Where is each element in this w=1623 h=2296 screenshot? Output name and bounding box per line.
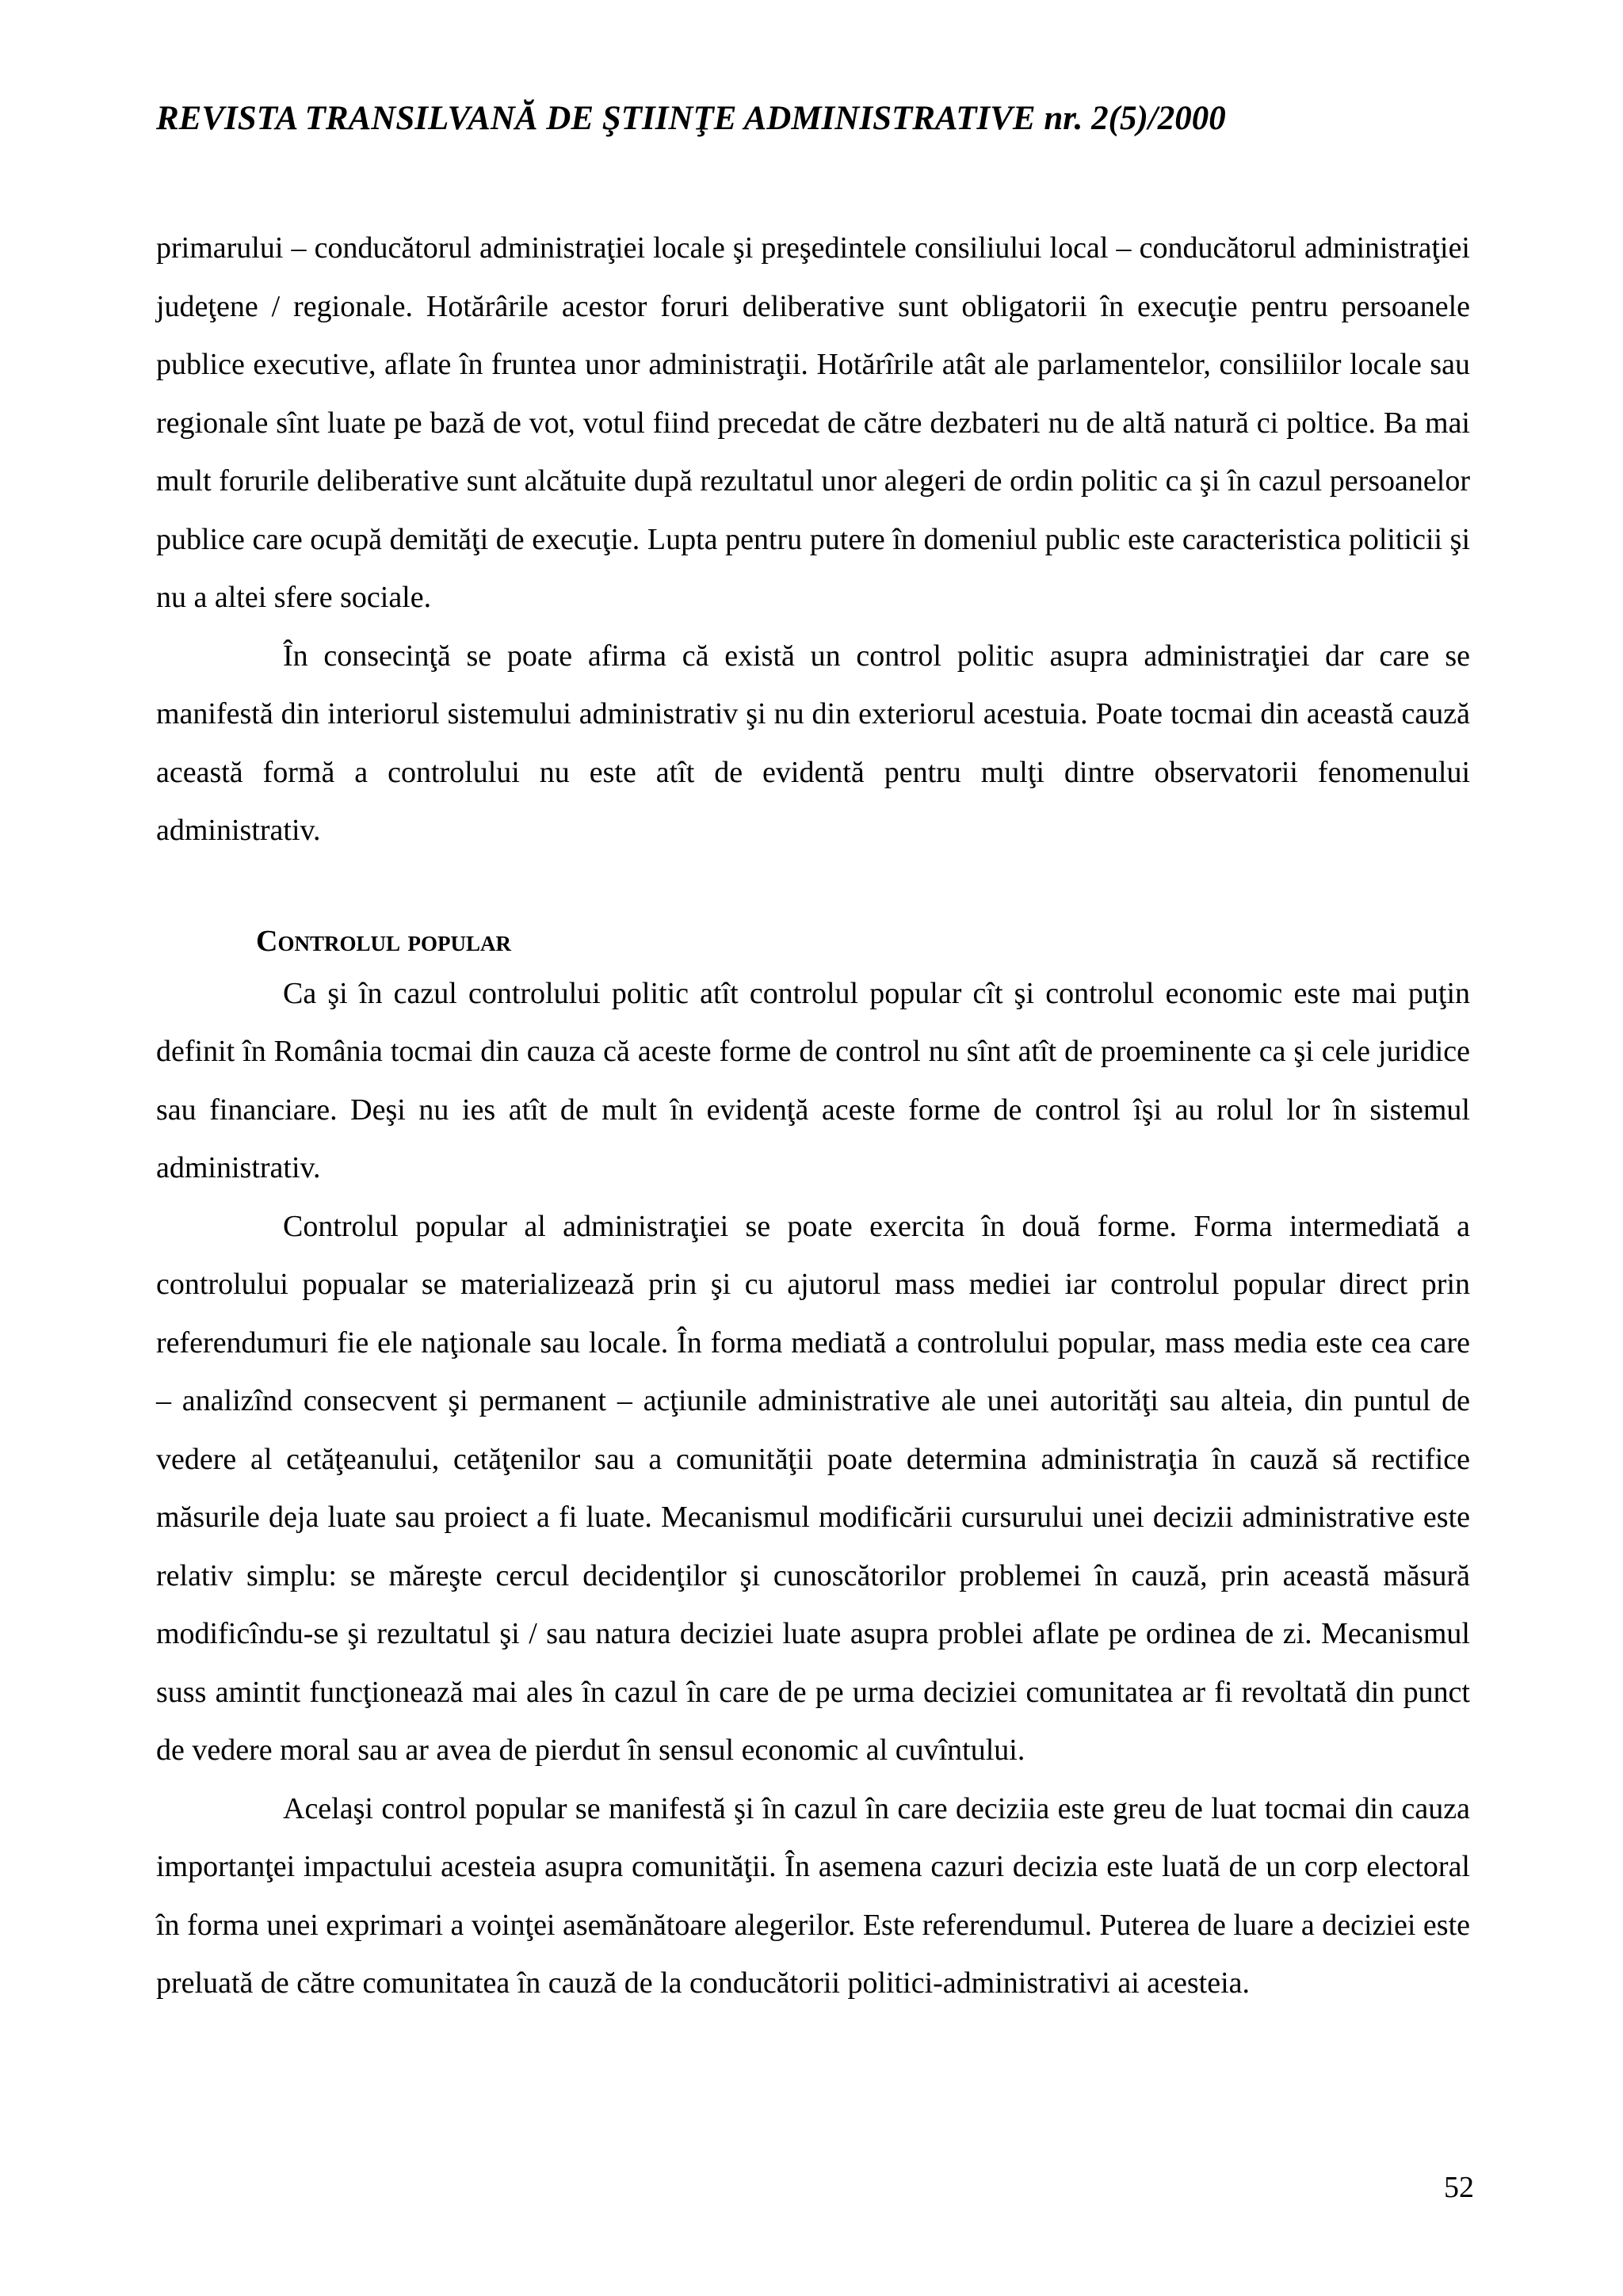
body-text — [156, 219, 1470, 2013]
paragraph: Acelaşi control popular se manifestă şi în cazul în care deciziia este greu de luat tocmai din cauza importanţei impactului acesteia asupra comunităţii. În asemena cazuri decizia este luată de un corp electoral în forma unei exprimari a voinţei asemănătoare alegerilor. Este referendumul. Puterea de luare a deciziei este preluată de către comunitatea în cauză de la conducătorii politici-administrativi ai acesteia. — [156, 1791, 1470, 2000]
paragraph: În consecinţă se poate afirma că există un control politic asupra administraţiei dar care se manifestă din interiorul sistemului administrativ şi nu din exteriorul acestuia. Poate tocmai din această cauză această formă a controlului nu este atît de evidentă pentru mulţi dintre observatorii fenomenului administrativ. — [156, 639, 1470, 847]
paragraph: primarului – conducătorul administraţiei locale şi preşedintele consiliului local – conducătorul administraţiei judeţene / regionale. Hotărârile acestor foruri deliberative sunt obligatorii în execuţie pentru persoanele publice executive, aflate în fruntea unor administraţii. Hotărîrile atât ale parlamentelor, consiliilor locale sau regionale sînt luate pe bază de vot, votul fiind precedat de către dezbateri nu de altă natură ci poltice. Ba mai mult forurile deliberative sunt alcătuite după rezultatul unor alegeri de ordin politic ca şi în cazul persoanelor publice care ocupă demităţi de execuţie. Lupta pentru putere în domeniul public este caracteristica politicii şi nu a altei sfere sociale. — [156, 231, 1470, 614]
section-heading: Controlul popular — [256, 924, 511, 958]
page-number: 52 — [1444, 2171, 1474, 2204]
paragraph: Controlul popular al administraţiei se poate exercita în două forme. Forma intermediată a controlului popualar se materializează prin şi cu ajutorul mass mediei iar controlul popular direct prin referendumuri fie ele naţionale sau locale. În forma mediată a controlului popular, mass media este cea care – analizînd consecvent şi permanent – acţiunile administrative ale unei autorităţi sau alteia, din puntul de vedere al cetăţeanului, cetăţenilor sau a comunităţii poate determina administraţia în cauză să rectifice măsurile deja luate sau proiect a fi luate. Mecanismul modificării cursurului unei decizii administrative este relativ simplu: se măreşte cercul decidenţilor şi cunoscătorilor problemei în cauză, prin această măsură modificîndu-se şi rezultatul şi / sau natura deciziei luate asupra problei aflate pe ordinea de zi. Mecanismul suss amintit funcţionează mai ales în cazul în care de pe urma deciziei comunitatea ar fi revoltată din punct de vedere moral sau ar avea de pierdut în sensul economic al cuvîntului. — [156, 1209, 1470, 1767]
journal-header: REVISTA TRANSILVANĂ DE ŞTIINŢE ADMINISTRATIVE nr. 2(5)/2000 — [156, 100, 1226, 137]
paragraph: Ca şi în cazul controlului politic atît controlul popular cît şi controlul economic este mai puţin definit în România tocmai din cauza că aceste forme de control nu sînt atît de proeminente ca şi cele juridice sau financiare. Deşi nu ies atît de mult în evidenţă aceste forme de control îşi au rolul lor în sistemul administrativ. — [156, 976, 1470, 1184]
